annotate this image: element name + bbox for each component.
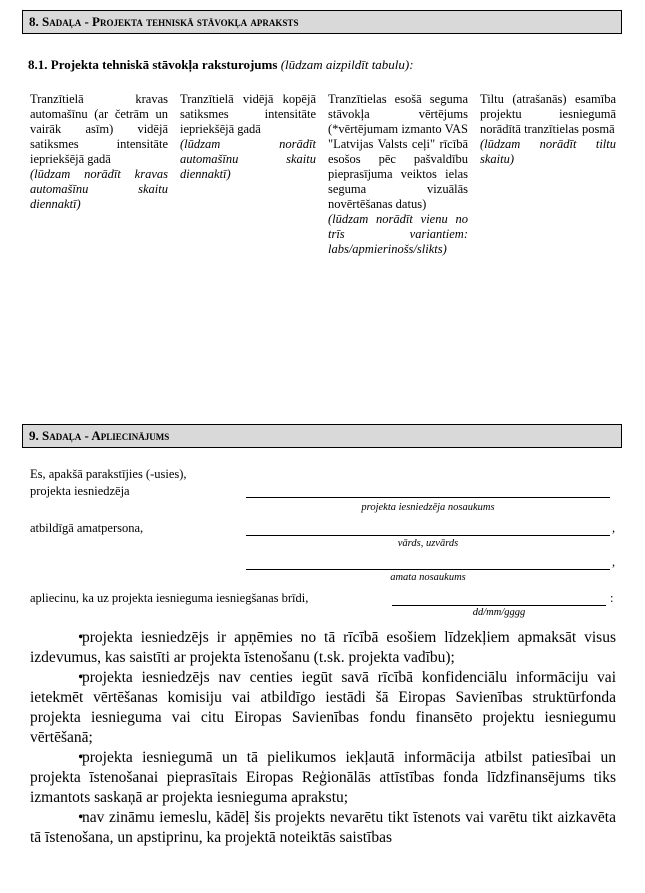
bullet-text-3: projekta iesniegumā un tā pielikumos iekļautā informācija atbilst patiesībai un projekta īstenošanai pieprasītais Eiropas Reģionālās attīstības fonda līdzfinansējums tiks izmantots saskaņā ar projekta iesnieguma aprakstu; — [30, 749, 616, 806]
comma-1: , — [612, 521, 616, 535]
bullet-item-2 — [30, 668, 616, 748]
bullet-item-1 — [30, 628, 616, 668]
attestation-line-3: atbildīgā amatpersona, — [30, 521, 144, 535]
column-2-hint: (lūdzam norādīt automašīnu skaitu diennaktī) — [180, 137, 316, 181]
table-column-3 — [328, 92, 468, 257]
section-9-header — [22, 424, 622, 448]
bullet-text-1: projekta iesniedzējs ir apņēmies no tā rīcībā esošiem līdzekļiem apmaksāt visus izdevumus, kas saistīti ar projekta īstenošanu (t.sk. projekta vadību); — [30, 629, 616, 666]
bullet-text-4: nav zināmu iemeslu, kādēļ šis projekts nevarētu tikt īstenots vai varētu tikt aizkavēta tā īstenošana, un apstiprinu, ka projektā noteiktās saistības — [30, 809, 616, 846]
subtitle-bold: 8.1. Projekta tehniskā stāvokļa raksturojums — [28, 57, 278, 72]
column-4-text: Tiltu (atrašanās) esamība projektu iesniegumā norādītā tranzītielas posmā — [480, 92, 616, 136]
attestation-line-1: Es, apakšā parakstījies (-usies), — [30, 467, 187, 481]
position-field[interactable] — [246, 569, 610, 570]
column-3-hint: (lūdzam norādīt vienu no trīs variantiem: labs/apmierinošs/slikts) — [328, 212, 468, 256]
position-caption: amata nosaukums — [390, 572, 466, 583]
bullet-dot: • — [78, 669, 84, 686]
bullet-dot: • — [78, 629, 84, 646]
date-caption: dd/mm/gggg — [472, 607, 526, 618]
bullet-dot: • — [78, 749, 84, 766]
applicant-name-field[interactable] — [246, 497, 610, 498]
column-1-hint: (lūdzam norādīt kravas automašīnu skaitu diennaktī) — [30, 167, 168, 211]
attestation-line-4: apliecinu, ka uz projekta iesnieguma iesniegšanas brīdi, — [30, 591, 309, 605]
bullet-text-2: projekta iesniedzējs nav centies iegūt savā rīcībā konfidenciālu informāciju vai ietekmēt vērtēšanas komisiju vai atbildīgo iestādi šā Eiropas Savienības struktūrfonda projekta iesnieguma vai citu Eiropas Savienības fondu finansēto projektu iesniegumu vērtēšanā; — [30, 669, 616, 746]
section-9-title: Sadaļa - Apliecinājums — [42, 428, 170, 443]
attestation-line-2: projekta iesniedzēja — [30, 484, 130, 498]
section-8-title: Sadaļa - Projekta tehniskā stāvokļa apraksts — [42, 14, 299, 29]
attestation-bullets — [30, 628, 616, 848]
section-8-header — [22, 10, 622, 34]
person-name-caption: vārds, uzvārds — [397, 538, 459, 549]
column-4-hint: (lūdzam norādīt tiltu skaitu) — [480, 137, 616, 166]
column-2-text: Tranzītielā vidējā kopējā satiksmes intensitāte iepriekšējā gadā — [180, 92, 316, 136]
table-column-1 — [30, 92, 168, 212]
table-column-4 — [480, 92, 616, 167]
colon: : — [610, 591, 614, 605]
column-1-text: Tranzītielā kravas automašīnu (ar četrām un vairāk asīm) vidējā satiksmes intensitāte iepriekšējā gadā — [30, 92, 168, 166]
section-8-number: 8. — [29, 14, 39, 29]
table-column-2 — [180, 92, 316, 182]
section-9-number: 9. — [29, 428, 39, 443]
column-3-text: Tranzītielas esošā seguma stāvokļa vērtējums (*vērtējumam izmanto VAS "Latvijas Valsts ceļi" rīcībā esošos pēc pašvaldību pieprasījuma veiktos ielas seguma vizuālās novērtēšanas datus) — [328, 92, 468, 211]
date-field[interactable] — [392, 605, 606, 606]
bullet-item-3 — [30, 748, 616, 808]
subtitle-italic: (lūdzam aizpildīt tabulu): — [280, 57, 414, 72]
section-8-subtitle — [28, 57, 414, 73]
bullet-item-4 — [30, 808, 616, 848]
person-name-field[interactable] — [246, 535, 610, 536]
bullet-dot: • — [78, 809, 84, 826]
comma-2: , — [612, 555, 616, 569]
applicant-name-caption: projekta iesniedzēja nosaukums — [361, 502, 495, 513]
